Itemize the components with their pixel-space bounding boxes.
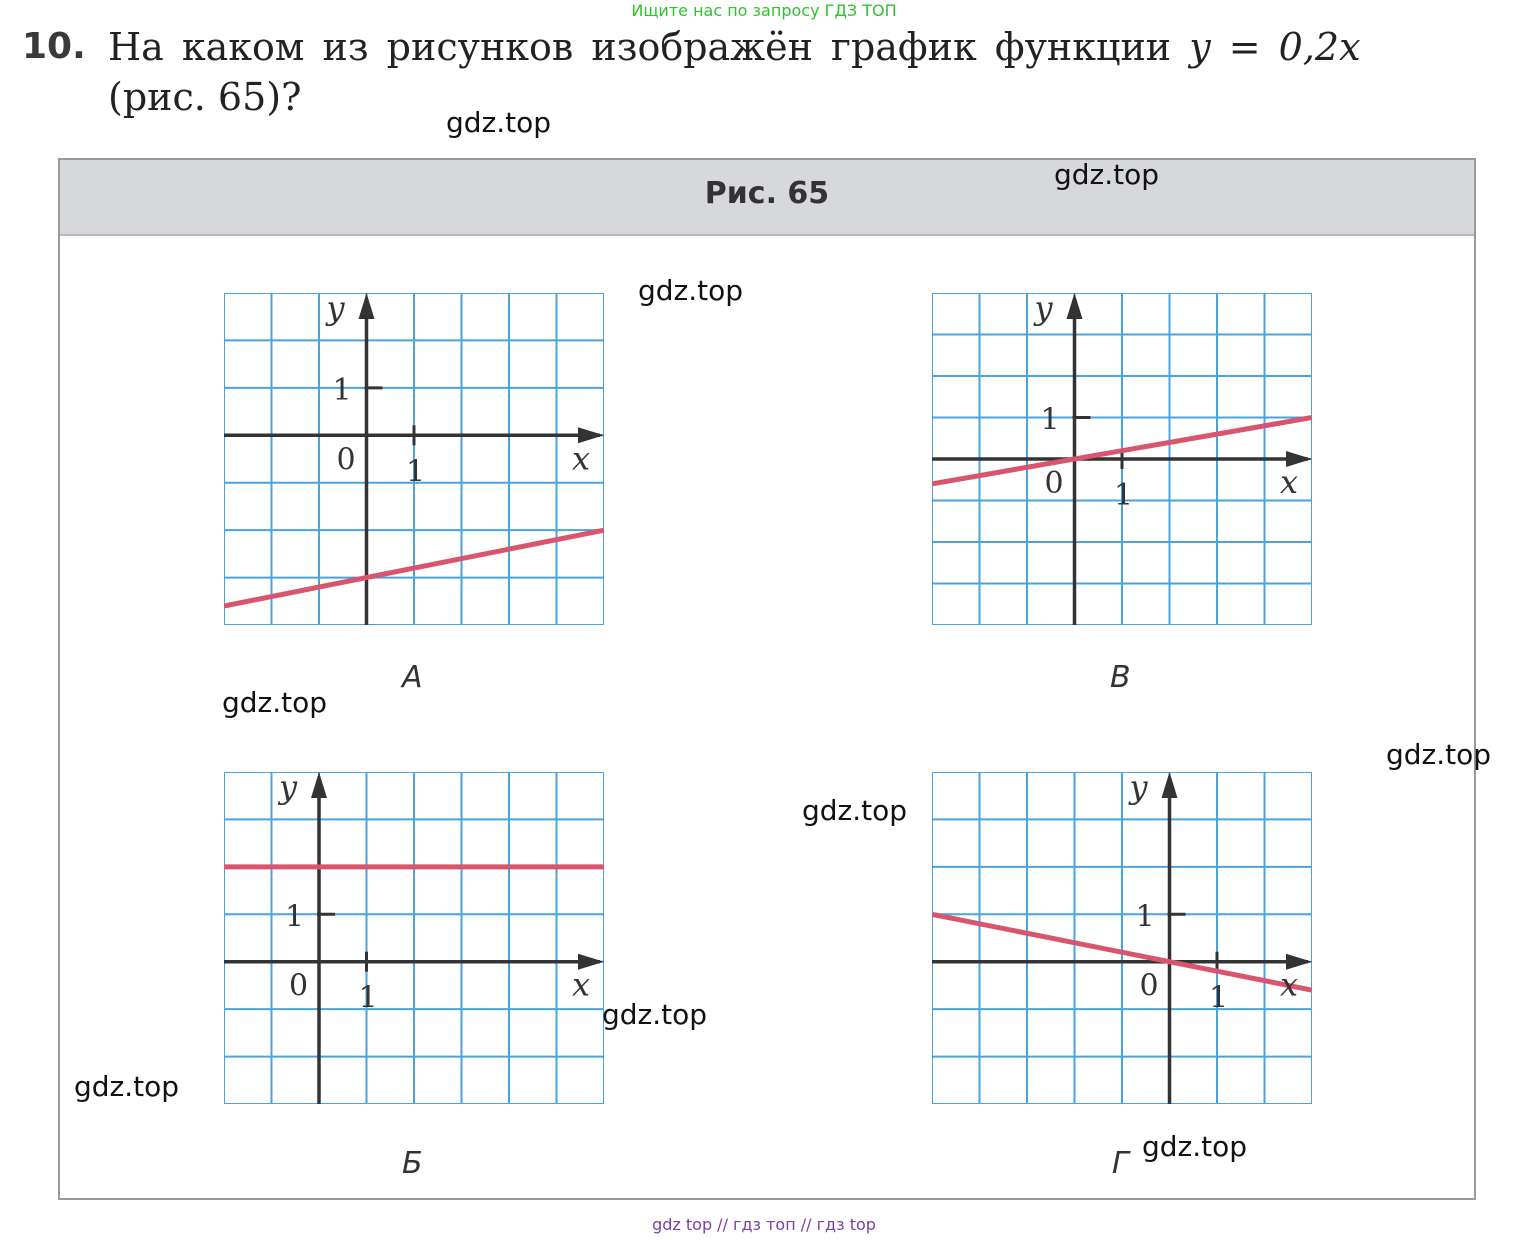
x-axis-label: x (572, 439, 591, 478)
x-axis-label: x (1280, 965, 1299, 1004)
y-axis-label: y (279, 772, 298, 806)
y-tick-label: 1 (1040, 402, 1060, 438)
y-axis-label: y (326, 293, 345, 327)
graph-panel-v (932, 293, 1312, 629)
graph-b (224, 772, 604, 1104)
panel-label-v: В (1110, 660, 1131, 695)
y-axis-label: y (1034, 293, 1053, 327)
watermark: gdz.top (1142, 1130, 1248, 1163)
watermark: gdz.top (802, 794, 908, 827)
x-tick-label: 1 (406, 454, 426, 490)
graph-panel-b (224, 772, 604, 1108)
origin-label: 0 (1139, 968, 1159, 1004)
y-axis-arrow (1067, 293, 1083, 319)
graph-panel-a (224, 293, 604, 629)
watermark: gdz.top (222, 686, 328, 719)
question-equation: y = 0,2x (1189, 25, 1361, 69)
graph-a (224, 293, 604, 625)
x-tick-label: 1 (1209, 980, 1229, 1016)
origin-label: 0 (336, 442, 356, 478)
top-note: Ищите нас по запросу ГДЗ ТОП (631, 1, 897, 20)
question-text (108, 22, 1478, 72)
y-axis-label: y (1129, 772, 1148, 806)
x-axis-label: x (572, 965, 591, 1004)
figure-header (60, 160, 1474, 236)
bottom-note: gdz top // гдз топ // гдз top (652, 1215, 876, 1234)
y-axis-arrow (359, 293, 375, 319)
watermark: gdz.top (74, 1070, 180, 1103)
x-tick-label: 1 (1114, 478, 1134, 513)
y-axis-arrow (311, 772, 327, 798)
x-axis-label: x (1280, 463, 1299, 501)
panel-label-a: А (402, 660, 423, 695)
watermark: gdz.top (446, 106, 552, 139)
graph-panel-g (932, 772, 1312, 1108)
question-sentence: На каком из рисунков изображён график функции (108, 25, 1172, 69)
panel-label-b: Б (402, 1146, 423, 1181)
figure-reference: (рис. 65)? (108, 75, 302, 119)
origin-label: 0 (1044, 466, 1064, 501)
panel-label-g: Г (1112, 1146, 1129, 1181)
y-tick-label: 1 (1135, 899, 1155, 935)
y-tick-label: 1 (285, 899, 305, 935)
task-number: 10. (22, 26, 86, 67)
watermark: gdz.top (638, 274, 744, 307)
watermark: gdz.top (1054, 158, 1160, 191)
origin-label: 0 (289, 968, 309, 1004)
x-tick-label: 1 (358, 980, 378, 1016)
watermark: gdz.top (602, 998, 708, 1031)
y-axis-arrow (1162, 772, 1178, 798)
graph-v (932, 293, 1312, 625)
watermark: gdz.top (1386, 738, 1492, 771)
figure-title: Рис. 65 (704, 176, 830, 211)
y-tick-label: 1 (332, 372, 352, 408)
graph-g (932, 772, 1312, 1104)
